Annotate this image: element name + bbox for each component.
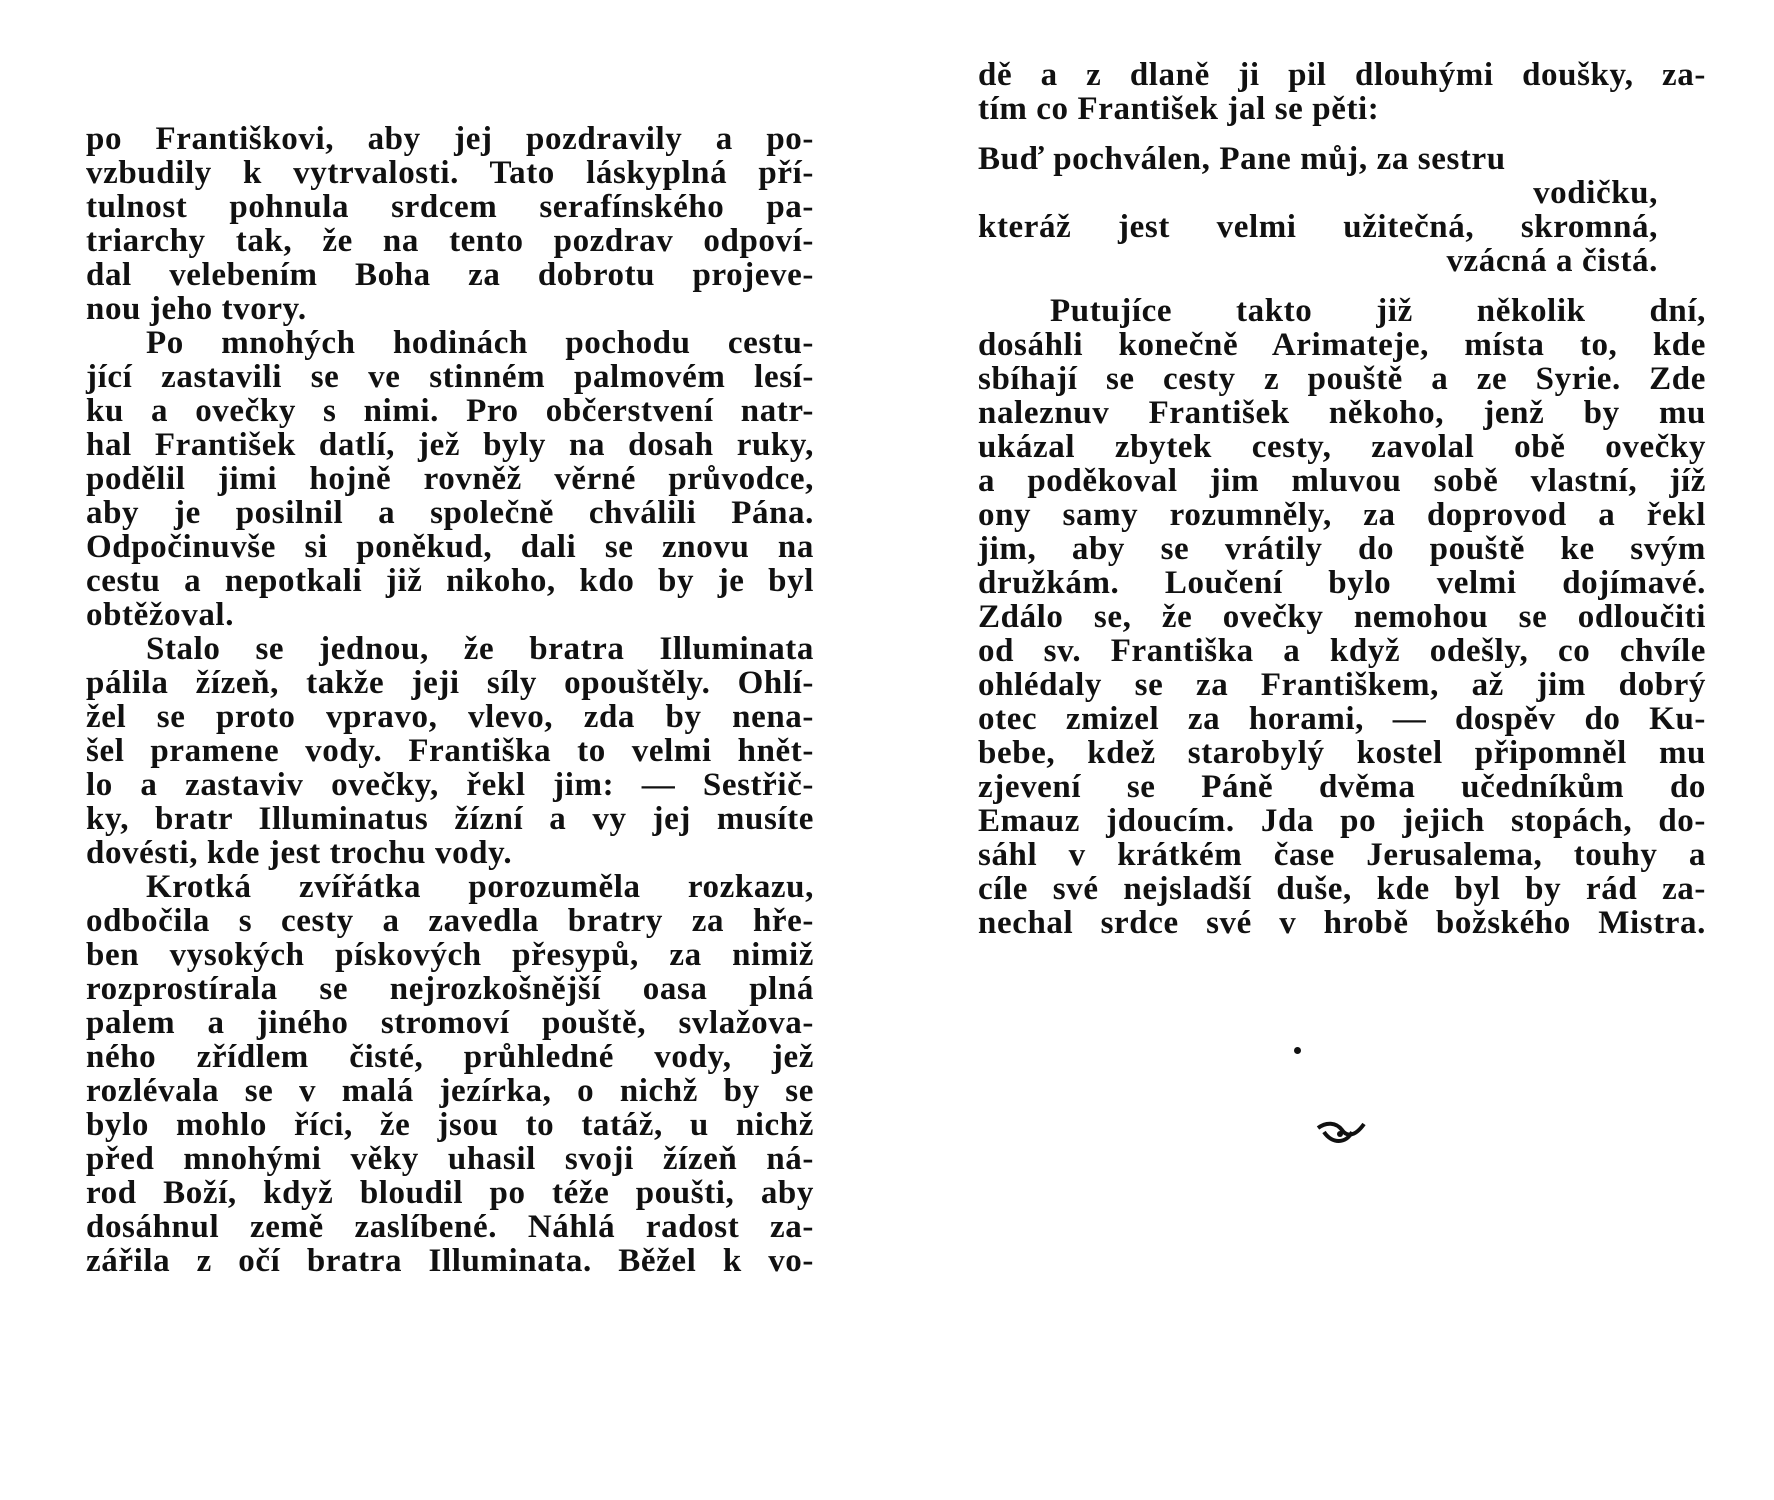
text-line: šel pramene vody. Františka to velmi hnět- — [86, 733, 814, 769]
text-line: rozprostírala se nejrozkošnější oasa plná — [86, 971, 814, 1007]
text-line: triarchy tak, že na tento pozdrav odpoví- — [86, 223, 814, 259]
text-line: odbočila s cesty a zavedla bratry za hře- — [86, 903, 814, 939]
text-line: aby je posilnil a společně chválili Pána. — [86, 495, 814, 531]
text-line: Zdálo se, že ovečky nemohou se odloučiti — [978, 599, 1706, 635]
text-line: pálila žízeň, takže jeji síly opouštěly. Ohlí- — [86, 665, 814, 701]
fleuron-icon — [1316, 1118, 1366, 1148]
text-line: naleznuv František někoho, jenž by mu — [978, 395, 1706, 431]
verse-line: kteráž jest velmi užitečná, skromná, — [978, 209, 1658, 245]
text-line: ného zřídlem čisté, průhledné vody, jež — [86, 1039, 814, 1075]
text-line: bebe, kdež starobylý kostel připomněl mu — [978, 735, 1706, 771]
text-line: dě a z dlaně ji pil dlouhými doušky, za- — [978, 57, 1706, 93]
text-line: ky, bratr Illuminatus žízní a vy jej musíte — [86, 801, 814, 837]
text-line: sbíhají se cesty z pouště a ze Syrie. Zde — [978, 361, 1706, 397]
paragraph-start: Krotká zvířátka porozuměla rozkazu, — [146, 869, 814, 905]
text-line: po Františkovi, aby jej pozdravily a po- — [86, 121, 814, 157]
verse-line: vzácná a čistá. — [1446, 243, 1658, 279]
text-line: otec zmizel za horami, — dospěv do Ku- — [978, 701, 1706, 737]
text-line: od sv. Františka a když odešly, co chvíle — [978, 633, 1706, 669]
text-line: tím co František jal se pěti: — [978, 91, 1380, 127]
text-line: hal František datlí, jež byly na dosah ruky, — [86, 427, 814, 463]
text-line: nechal srdce své v hrobě božského Mistra. — [978, 905, 1706, 941]
text-line: dal velebením Boha za dobrotu projeve- — [86, 257, 814, 293]
text-line: ku a ovečky s nimi. Pro občerstvení natr- — [86, 393, 814, 429]
paragraph-start: Putujíce takto již několik dní, — [1050, 293, 1706, 329]
text-line: ukázal zbytek cesty, zavolal obě ovečky — [978, 429, 1706, 465]
text-line: ony samy rozumněly, za doprovod a řekl — [978, 497, 1706, 533]
text-line: vzbudily k vytrvalosti. Tato láskyplná pří- — [86, 155, 814, 191]
text-line: ohlédaly se za Františkem, až jim dobrý — [978, 667, 1706, 703]
text-line: dovésti, kde jest trochu vody. — [86, 835, 513, 871]
text-line: dosáhli konečně Arimateje, místa to, kde — [978, 327, 1706, 363]
text-line: lo a zastaviv ovečky, řekl jim: — Sestřič- — [86, 767, 814, 803]
text-line: a poděkoval jim mluvou sobě vlastní, jíž — [978, 463, 1706, 499]
text-line: nou jeho tvory. — [86, 291, 307, 327]
text-line: cíle své nejsladší duše, kde byl by rád za- — [978, 871, 1706, 907]
text-line: před mnohými věky uhasil svoji žízeň ná- — [86, 1141, 814, 1177]
text-line: cestu a nepotkali již nikoho, kdo by je byl — [86, 563, 814, 599]
text-line: rod Boží, když bloudil po téže poušti, aby — [86, 1175, 814, 1211]
text-line: žel se proto vpravo, vlevo, zda by nena- — [86, 699, 814, 735]
text-line: jim, aby se vrátily do pouště ke svým — [978, 531, 1706, 567]
text-line: ben vysokých pískových přesypů, za nimiž — [86, 937, 814, 973]
text-line: obtěžoval. — [86, 597, 235, 633]
text-line: Emauz jdoucím. Jda po jejich stopách, do- — [978, 803, 1706, 839]
text-line: družkám. Loučení bylo velmi dojímavé. — [978, 565, 1706, 601]
paragraph-start: Po mnohých hodinách pochodu cestu- — [146, 325, 814, 361]
text-line: jící zastavili se ve stinném palmovém lesí- — [86, 359, 814, 395]
text-line: palem a jiného stromoví pouště, svlažova- — [86, 1005, 814, 1041]
text-line: bylo mohlo říci, že jsou to tatáž, u nichž — [86, 1107, 814, 1143]
text-line: zjevení se Páně dvěma učedníkům do — [978, 769, 1706, 805]
text-line: dosáhnul země zaslíbené. Náhlá radost za- — [86, 1209, 814, 1245]
text-line: Odpočinuvše si poněkud, dali se znovu na — [86, 529, 814, 565]
text-line: rozlévala se v malá jezírka, o nichž by se — [86, 1073, 814, 1109]
bullet-dot-icon — [1294, 1047, 1301, 1054]
text-line: zářila z očí bratra Illuminata. Běžel k vo- — [86, 1243, 814, 1279]
text-line: podělil jimi hojně rovněž věrné průvodce, — [86, 461, 814, 497]
text-line: sáhl v krátkém čase Jerusalema, touhy a — [978, 837, 1706, 873]
verse-line: Buď pochválen, Pane můj, za sestru — [978, 141, 1506, 177]
paragraph-start: Stalo se jednou, že bratra Illuminata — [146, 631, 814, 667]
verse-line: vodičku, — [1533, 175, 1658, 211]
text-line: tulnost pohnula srdcem serafínského pa- — [86, 189, 814, 225]
